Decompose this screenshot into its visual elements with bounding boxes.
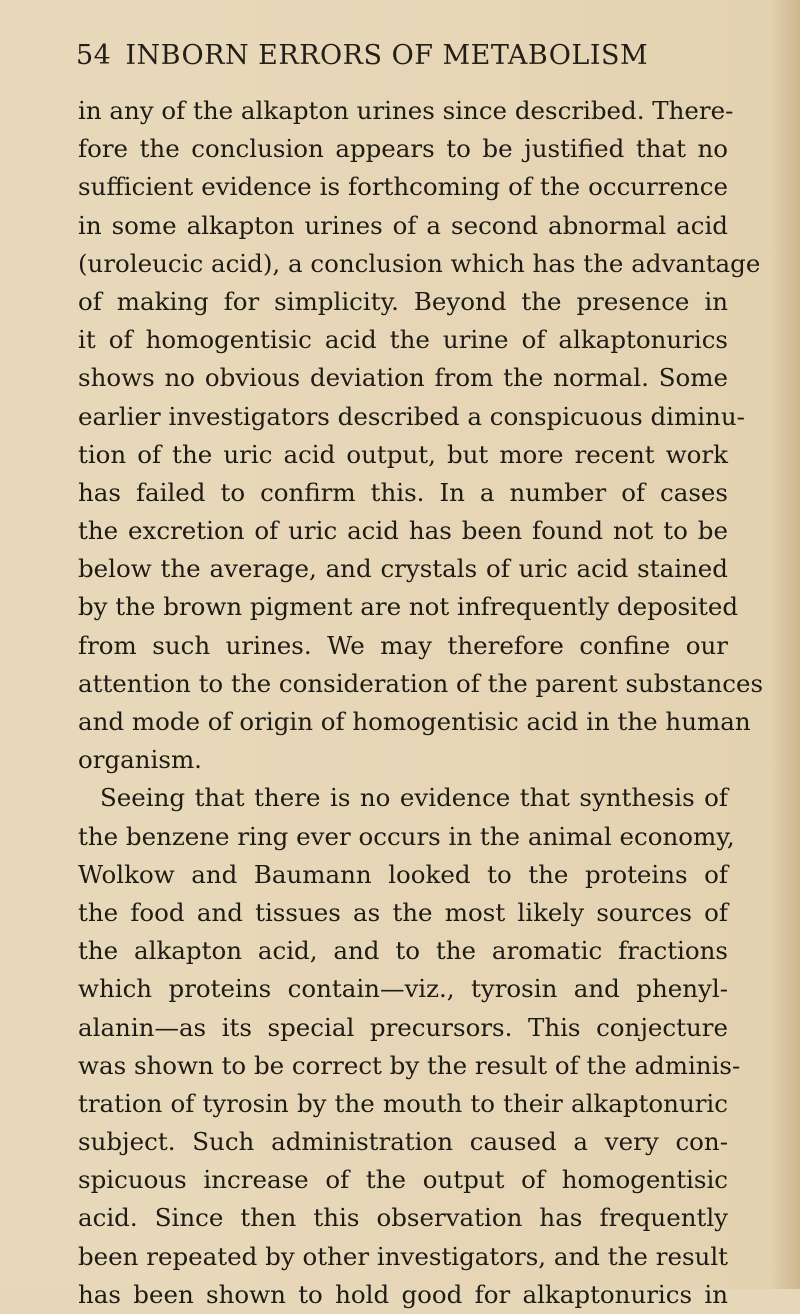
text-line: tration of tyrosin by the mouth to their alkaptonuric <box>78 1088 728 1118</box>
paragraph-start-line: Seeing that there is no evidence that synthesis of <box>100 783 728 813</box>
text-line: below the average, and crystals of uric acid stained <box>78 554 728 584</box>
text-line: the excretion of uric acid has been found not to be <box>78 516 728 546</box>
text-line: the food and tissues as the most likely sources of <box>78 897 728 927</box>
text-line: been repeated by other investigators, and the result <box>78 1241 728 1271</box>
text-line: was shown to be correct by the result of the adminis- <box>78 1050 741 1080</box>
page-number: 54 <box>76 40 112 71</box>
text-line: it of homogentisic acid the urine of alkaptonurics <box>78 325 728 355</box>
running-title: INBORN ERRORS OF METABOLISM <box>125 40 649 71</box>
text-line: subject. Such administration caused a very con- <box>78 1127 728 1157</box>
text-line: alanin—as its special precursors. This conjecture <box>78 1012 728 1042</box>
text-line: Wolkow and Baumann looked to the proteins of <box>78 859 728 889</box>
text-line: earlier investigators described a conspicuous diminu- <box>78 401 745 431</box>
text-line: spicuous increase of the output of homogentisic <box>78 1165 728 1195</box>
text-line: by the brown pigment are not infrequently deposited <box>78 592 739 622</box>
text-line: the benzene ring ever occurs in the animal economy, <box>78 821 735 851</box>
text-line: fore the conclusion appears to be justified that no <box>78 134 728 164</box>
text-line: in some alkapton urines of a second abnormal acid <box>78 210 728 240</box>
text-line: from such urines. We may therefore confine our <box>78 630 728 660</box>
text-line: has been shown to hold good for alkaptonurics in <box>78 1279 728 1309</box>
text-line: of making for simplicity. Beyond the presence in <box>78 286 728 316</box>
text-line: in any of the alkapton urines since described. There- <box>78 96 734 125</box>
text-line: sufficient evidence is forthcoming of the occurrence <box>78 172 728 202</box>
paragraph-end-line: organism. <box>78 745 202 775</box>
text-line: acid. Since then this observation has frequently <box>78 1203 728 1233</box>
text-line: the alkapton acid, and to the aromatic fractions <box>78 936 728 966</box>
text-line: has failed to confirm this. In a number of cases <box>78 477 728 507</box>
text-line: shows no obvious deviation from the normal. Some <box>78 363 728 393</box>
body-text <box>78 92 764 1314</box>
text-line: and mode of origin of homogentisic acid in the human <box>78 707 751 736</box>
text-line: attention to the consideration of the parent substances <box>78 668 764 698</box>
page-edge-shadow <box>772 0 800 1289</box>
text-line: tion of the uric acid output, but more recent work <box>78 439 728 469</box>
text-line: (uroleucic acid), a conclusion which has the advantage <box>78 248 761 278</box>
running-head <box>76 40 716 71</box>
text-line: which proteins contain—viz., tyrosin and phenyl- <box>78 974 728 1004</box>
